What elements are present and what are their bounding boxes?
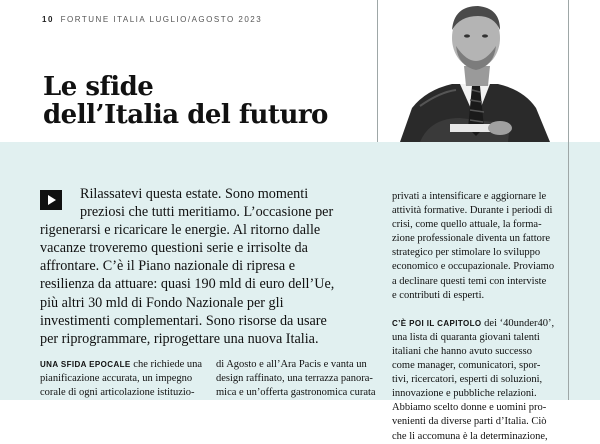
- lead-line: Rilassatevi questa estate. Sono momenti: [80, 186, 309, 202]
- body-column-right: [392, 190, 572, 444]
- body-line: design raffinato, una terrazza panora-: [216, 373, 373, 384]
- body-line: venienti da diverse parti d’Italia. Ciò: [392, 416, 547, 428]
- body-line: che li accomuna è la determinazione,: [392, 430, 548, 442]
- body-line: zione professionale diventa un fattore: [392, 233, 551, 245]
- author-portrait: [390, 0, 560, 142]
- body-line: di Agosto e all’Ara Pacis e vanta un: [216, 359, 367, 370]
- title-line: Le sfide: [43, 72, 154, 102]
- running-head: [42, 15, 262, 24]
- lead-line: investimenti complementari. Sono risorse da usare: [40, 312, 327, 329]
- body-line: privati a intensificare e aggiornare le: [392, 191, 547, 202]
- page-number: 10: [42, 15, 54, 24]
- lead-line: rigenerarsi e ricaricare le energie. Al ritorno dalle: [40, 222, 321, 239]
- body-line: strategico per stimolare lo sviluppo: [392, 247, 541, 259]
- body-line: economico e occupazionale. Proviamo: [392, 261, 555, 273]
- lead-line: per riprogrammare, riprogettare una nuova Italia.: [40, 330, 319, 347]
- lead-line: resilienza da attuare: quasi 190 mld di euro dell’Ue,: [40, 276, 335, 293]
- body-line: corale di ogni articolazione istituzio-: [40, 387, 195, 398]
- column-rule-left: [377, 0, 378, 142]
- body-line: tivi, ricercatori, esperti di soluzioni,: [392, 374, 543, 386]
- title-line: dell’Italia del futuro: [43, 100, 328, 130]
- article-title: [43, 73, 373, 129]
- body-line: italiani che hanno avuto successo: [392, 345, 532, 357]
- body-line: come manager, comunicatori, spor-: [392, 360, 541, 372]
- author-portrait-image: [390, 0, 560, 142]
- paragraph-gap: [392, 303, 572, 317]
- body-column-middle: [216, 358, 376, 400]
- body-line: mica e un’offerta gastronomica curata: [216, 387, 376, 398]
- lead-paragraph: [40, 185, 360, 348]
- paragraph-lead-in: C’È POI IL CAPITOLO: [392, 318, 482, 328]
- body-line: [392, 317, 572, 331]
- body-line: crisi, come quello attuale, la forma-: [392, 219, 542, 231]
- body-line: attività formative. Durante i periodi di: [392, 205, 553, 217]
- body-line: a declinare questi temi con interviste: [392, 275, 547, 287]
- lead-line: vacanze troveremo questioni serie e irrisolte da: [40, 240, 308, 257]
- body-line: una lista di quaranta giovani talenti: [392, 331, 540, 343]
- lead-line: affrontare. C’è il Piano nazionale di ripresa e: [40, 258, 296, 275]
- body-line: innovazione e pubbliche relazioni.: [392, 388, 537, 400]
- body-line: pianificazione accurata, un impegno: [40, 373, 193, 384]
- lead-line: preziosi che tutti meritiamo. L’occasione per: [80, 204, 334, 221]
- body-line: Abbiamo scelto donne e uomini pro-: [392, 402, 547, 414]
- magazine-issue: FORTUNE ITALIA LUGLIO/AGOSTO 2023: [60, 15, 263, 24]
- body-line: e contributi di esperti.: [392, 289, 485, 301]
- paragraph-lead-in: UNA SFIDA EPOCALE: [40, 360, 131, 369]
- body-line: [40, 358, 203, 372]
- body-text: dei ‘40under40’,: [481, 317, 555, 329]
- body-column-left: [40, 358, 203, 400]
- body-text: che richiede una: [130, 359, 203, 370]
- lead-line: più altri 30 mld di Fondo Nazionale per gli: [40, 294, 284, 311]
